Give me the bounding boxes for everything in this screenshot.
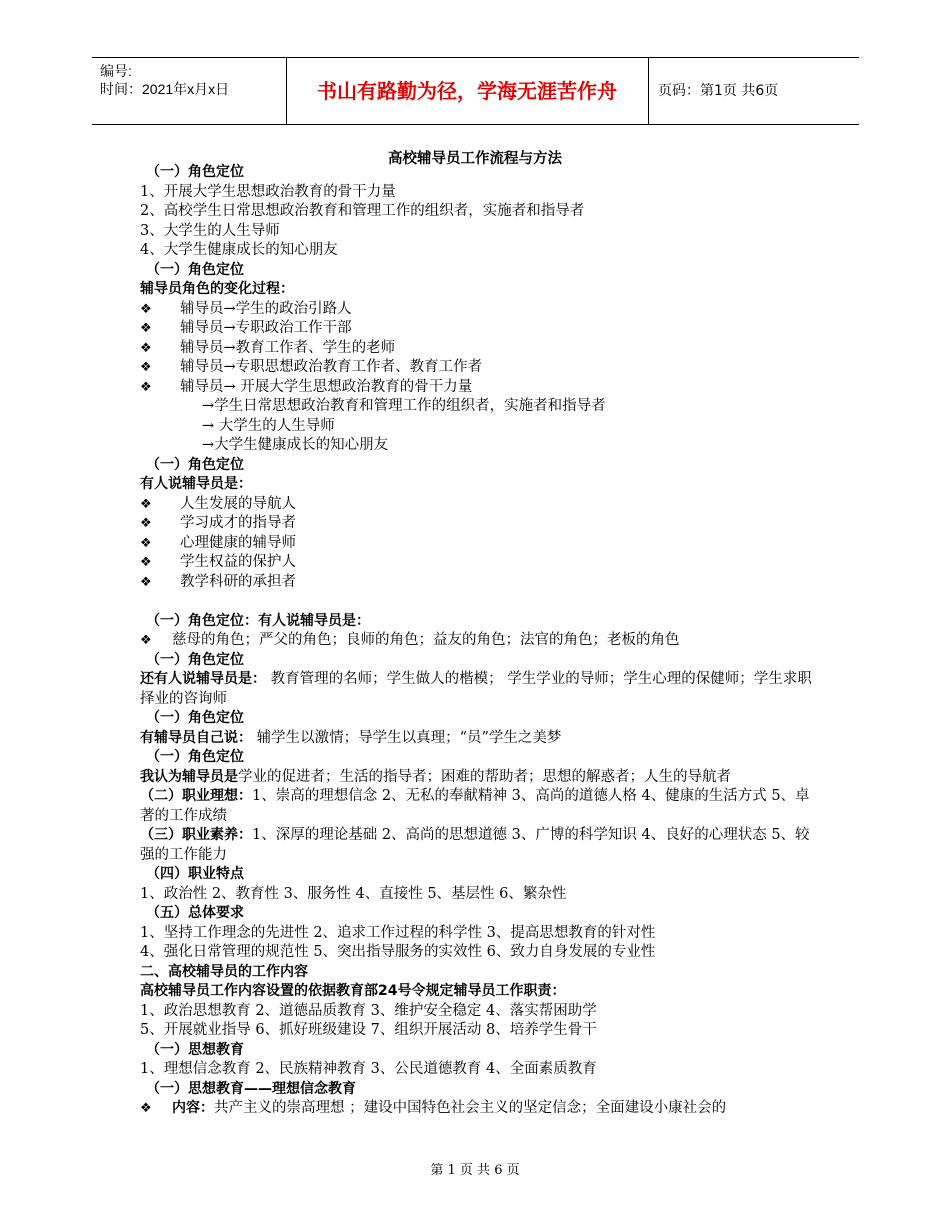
paragraph: 1、坚持工作理念的先进性 2、追求工作过程的科学性 3、提高思想教育的针对性 — [140, 924, 656, 941]
bullet-item: ❖ 辅导员→学生的政治引路人 — [140, 300, 820, 320]
list-item: 2、高校学生日常思想政治教育和管理工作的组织者，实施者和指导者 — [140, 203, 585, 219]
document-header — [92, 57, 859, 125]
section-heading: （四）职业特点 — [146, 866, 244, 882]
section-heading: （一）角色定位 — [146, 651, 244, 668]
paragraph: 1、理想信念教育 2、民族精神教育 3、公民道德教育 4、全面素质教育 — [140, 1061, 597, 1077]
list-item: 4、大学生健康成长的知心朋友 — [140, 242, 338, 258]
paragraph: （二）职业理想：1、崇高的理想信念 2、无私的奉献精神 3、高尚的道德人格 4、健康的生活方式 5、卓著的工作成绩 — [140, 788, 810, 824]
arrow-item: →学生日常思想政治教育和管理工作的组织者，实施者和指导者 — [202, 398, 606, 414]
document-body — [140, 163, 820, 1119]
diamond-bullet-icon: ❖ — [140, 379, 152, 395]
paragraph: （三）职业素养：1、深厚的理论基础 2、高尚的思想道德 3、广博的科学知识 4、良好的心理状态 5、较强的工作能力 — [140, 827, 810, 863]
diamond-bullet-icon: ❖ — [140, 574, 152, 590]
time-label: 时间：2021年x月x日 — [100, 81, 230, 97]
section-heading: （一）角色定位 — [146, 456, 244, 473]
paragraph: 1、政治思想教育 2、道德品质教育 3、维护安全稳定 4、落实帮困助学 — [140, 1002, 597, 1019]
diamond-bullet-icon: ❖ — [140, 1101, 152, 1116]
page-footer: 第 1 页 共 6 页 — [430, 1163, 520, 1178]
bullet-item: ❖ 心理健康的辅导师 — [140, 534, 820, 554]
arrow-item: →大学生健康成长的知心朋友 — [202, 437, 389, 453]
paragraph: 5、开展就业指导 6、抓好班级建设 7、组织开展活动 8、培养学生骨干 — [140, 1022, 597, 1038]
list-item: 3、大学生的人生导师 — [140, 222, 280, 239]
section-subheading: 有人说辅导员是： — [140, 476, 252, 492]
section-subheading: 高校辅导员工作内容设置的依据教育部24号令规定辅导员工作职责： — [140, 983, 566, 999]
bullet-item: ❖ 学生权益的保护人 — [140, 553, 820, 573]
diamond-bullet-icon: ❖ — [140, 516, 152, 531]
paragraph: 我认为辅导员是学业的促进者；生活的指导者；困难的帮助者；思想的解惑者；人生的导航者 — [140, 768, 731, 785]
diamond-bullet-icon: ❖ — [140, 496, 152, 512]
section-heading: 二、高校辅导员的工作内容 — [140, 963, 308, 980]
diamond-bullet-icon: ❖ — [140, 340, 152, 356]
section-heading: （一）思想教育——理想信念教育 — [146, 1080, 356, 1097]
section-heading: （一）角色定位：有人说辅导员是： — [146, 612, 370, 629]
header-motto: 书山有路勤为径，学海无涯苦作舟 — [317, 79, 617, 103]
arrow-item: → 大学生的人生导师 — [202, 417, 335, 434]
document-title: 高校辅导员工作流程与方法 — [388, 151, 562, 167]
paragraph: 还有人说辅导员是： 教育管理的名师；学生做人的楷模； 学生学业的导师；学生心理的保健师；学生求职择业的咨询师 — [140, 671, 812, 707]
bullet-item: ❖ 慈母的角色；严父的角色；良师的角色；益友的角色；法官的角色；老板的角色 — [140, 631, 820, 651]
section-heading: （一）角色定位 — [146, 261, 244, 278]
bullet-item: ❖ 辅导员→教育工作者、学生的老师 — [140, 339, 820, 359]
list-item: 1、开展大学生思想政治教育的骨干力量 — [140, 183, 396, 200]
section-subheading: 辅导员角色的变化过程： — [140, 281, 294, 297]
diamond-bullet-icon: ❖ — [140, 301, 152, 317]
diamond-bullet-icon: ❖ — [140, 633, 152, 648]
bullet-item: ❖ 辅导员→专职思想政治教育工作者、教育工作者 — [140, 358, 820, 378]
diamond-bullet-icon: ❖ — [140, 535, 152, 551]
bullet-item: ❖ 内容： 共产主义的崇高理想 ；建设中国特色社会主义的坚定信念；全面建设小康社会的 — [140, 1099, 820, 1119]
header-page-info: 页码：第1页 共6页 — [658, 83, 779, 99]
paragraph: 有辅导员自己说： 辅学生以激情；导学生以真理；“员”学生之美梦 — [140, 729, 562, 746]
number-label: 编号: — [100, 63, 132, 79]
bullet-item: ❖ 辅导员→ 开展大学生思想政治教育的骨干力量 — [140, 378, 820, 398]
diamond-bullet-icon: ❖ — [140, 321, 152, 336]
section-heading: （五）总体要求 — [146, 905, 244, 921]
paragraph: 4、强化日常管理的规范性 5、突出指导服务的实效性 6、致力自身发展的专业性 — [140, 944, 656, 960]
section-heading: （一）角色定位 — [146, 164, 244, 180]
paragraph: 1、政治性 2、教育性 3、服务性 4、直接性 5、基层性 6、繁杂性 — [140, 885, 567, 902]
bullet-item: ❖ 辅导员→专职政治工作干部 — [140, 319, 820, 339]
bullet-item: ❖ 学习成才的指导者 — [140, 514, 820, 534]
header-meta — [100, 62, 285, 98]
bullet-item: ❖ 教学科研的承担者 — [140, 573, 820, 593]
diamond-bullet-icon: ❖ — [140, 360, 152, 375]
bullet-item: ❖ 人生发展的导航人 — [140, 495, 820, 515]
header-divider — [648, 58, 649, 124]
section-heading: （一）思想教育 — [146, 1041, 244, 1058]
section-heading: （一）角色定位 — [146, 749, 244, 765]
spacer — [140, 592, 820, 612]
diamond-bullet-icon: ❖ — [140, 555, 152, 570]
section-heading: （一）角色定位 — [146, 710, 244, 726]
